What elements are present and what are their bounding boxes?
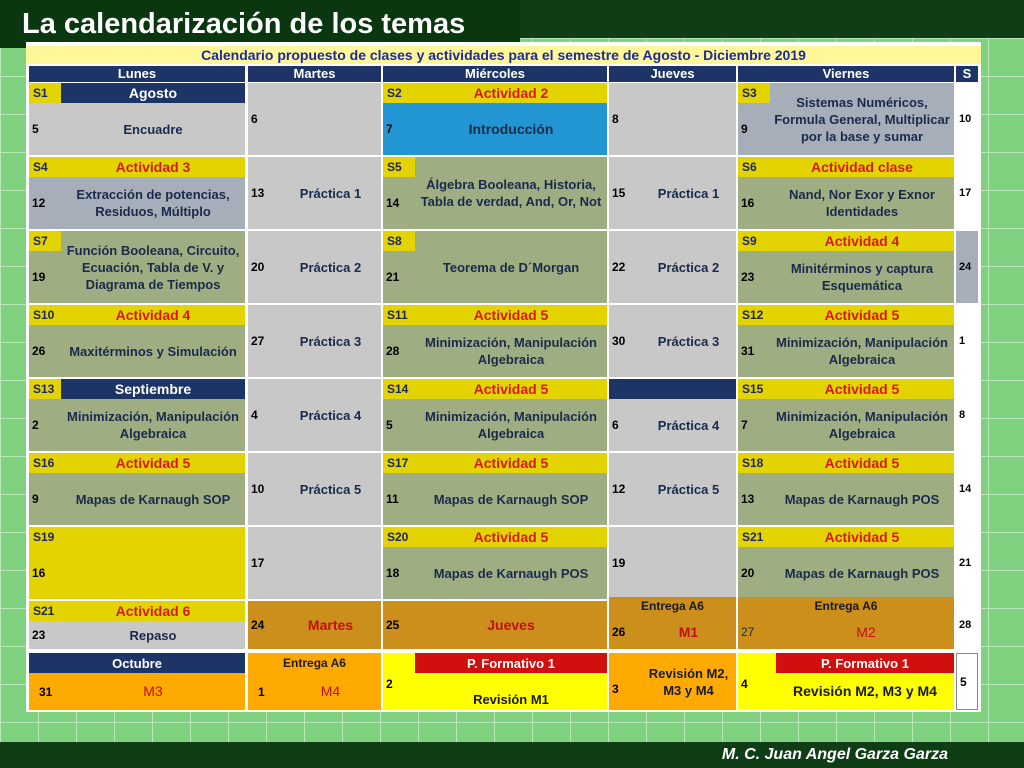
week-label: S13	[29, 379, 61, 399]
practice-label: Práctica 4	[641, 399, 736, 451]
activity-label: Actividad 5	[415, 379, 607, 399]
practice-label: Práctica 2	[641, 231, 736, 303]
day-number: 5	[383, 399, 415, 451]
module-label: M3	[61, 673, 245, 710]
day-label: Martes	[280, 601, 381, 649]
topic: Maxitérminos y Simulación	[61, 325, 245, 377]
day-number: 12	[29, 177, 61, 229]
week-label: S6	[738, 157, 770, 177]
formative-label: P. Formativo 1	[776, 653, 954, 673]
slide-title: La calendarización de los temas	[0, 0, 520, 48]
week-label: S10	[29, 305, 61, 325]
practice-label: Práctica 3	[641, 305, 736, 377]
day-number: 26	[609, 615, 641, 649]
day-number: 26	[29, 325, 61, 377]
practice-label: Práctica 3	[280, 305, 381, 377]
month-band	[609, 379, 736, 399]
topic: Álgebra Booleana, Historia, Tabla de verdad, And, Or, Not	[415, 157, 607, 229]
day-number: 21	[956, 527, 978, 599]
practice-label: Práctica 4	[280, 379, 381, 451]
day-number: 13	[248, 157, 280, 229]
day-number: 17	[248, 527, 381, 599]
module-label: M1	[641, 615, 736, 649]
week-label: S4	[29, 157, 61, 177]
week-label: S1	[29, 83, 61, 103]
day-number: 7	[738, 399, 770, 451]
activity-label: Actividad 5	[770, 527, 954, 547]
day-number: 12	[609, 453, 641, 525]
day-number: 7	[383, 103, 415, 155]
topic: Extracción de potencias, Residuos, Múltiplo	[61, 177, 245, 229]
week-label: S9	[738, 231, 770, 251]
week-label: S8	[383, 231, 415, 251]
practice-label: Práctica 5	[280, 453, 381, 525]
day-number: 20	[248, 231, 280, 303]
day-number: 23	[738, 251, 770, 303]
week-label: S14	[383, 379, 415, 399]
week-label: S5	[383, 157, 415, 177]
activity-label: Actividad 5	[770, 379, 954, 399]
topic: Introducción	[415, 103, 607, 155]
week-label: S2	[383, 83, 415, 103]
day-number: 9	[29, 473, 61, 525]
topic: Nand, Nor Exor y Exnor Identidades	[770, 177, 954, 229]
topic: Mapas de Karnaugh SOP	[415, 473, 607, 525]
topic: Minimización, Manipulación Algebraica	[61, 399, 245, 451]
day-header-sabado: S	[956, 66, 978, 82]
topic: Mapas de Karnaugh POS	[770, 473, 954, 525]
day-number: 6	[609, 399, 641, 451]
day-header-lunes: Lunes	[29, 66, 245, 82]
day-number: 24	[248, 601, 280, 649]
month-label: Agosto	[61, 83, 245, 103]
entrega-label: Entrega A6	[609, 597, 736, 615]
day-number: 1	[956, 305, 978, 377]
day-number: 28	[383, 325, 415, 377]
author-name: M. C. Juan Angel Garza Garza	[721, 746, 948, 763]
review-label: Revisión M1	[415, 673, 607, 710]
entrega-label: Entrega A6	[738, 597, 954, 615]
topic: Minimización, Manipulación Algebraica	[415, 325, 607, 377]
day-label: Jueves	[415, 601, 607, 649]
day-number: 11	[383, 473, 415, 525]
day-number: 19	[609, 527, 736, 599]
activity-label: Actividad 4	[770, 231, 954, 251]
week-label: S20	[383, 527, 415, 547]
day-number: 16	[738, 177, 770, 229]
day-number: 10	[956, 83, 978, 155]
formative-label: P. Formativo 1	[415, 653, 607, 673]
week-label: S21	[29, 601, 61, 621]
week-label: S16	[29, 453, 61, 473]
day-number: 4	[738, 653, 776, 710]
topic: Encuadre	[61, 103, 245, 155]
module-label: M4	[280, 673, 381, 710]
empty-cell	[61, 527, 245, 599]
day-number: 22	[609, 231, 641, 303]
day-header-jueves: Jueves	[609, 66, 736, 82]
day-number: 2	[29, 399, 61, 451]
week-label: S19	[29, 527, 61, 547]
topic: Minimización, Manipulación Algebraica	[770, 399, 954, 451]
topic: Mapas de Karnaugh POS	[770, 547, 954, 599]
week-label: S18	[738, 453, 770, 473]
day-number: 19	[29, 251, 61, 303]
day-number: 30	[609, 305, 641, 377]
week-label: S12	[738, 305, 770, 325]
activity-label: Actividad 4	[61, 305, 245, 325]
topic: Minitérminos y captura Esquemática	[770, 251, 954, 303]
day-number: 16	[29, 547, 61, 599]
day-number: 1	[248, 673, 280, 710]
day-number: 28	[956, 601, 978, 649]
day-number: 20	[738, 547, 770, 599]
day-number: 9	[738, 103, 770, 155]
day-number: 10	[248, 453, 280, 525]
day-number: 31	[29, 673, 61, 710]
day-number: 13	[738, 473, 770, 525]
topic: Minimización, Manipulación Algebraica	[415, 399, 607, 451]
week-label: S15	[738, 379, 770, 399]
activity-label: Actividad 5	[61, 453, 245, 473]
day-number: 23	[29, 621, 61, 649]
day-number: 17	[956, 157, 978, 229]
day-number: 8	[609, 83, 736, 155]
day-header-viernes: Viernes	[738, 66, 954, 82]
topic: Mapas de Karnaugh SOP	[61, 473, 245, 525]
review-label: Revisión M2, M3 y M4	[641, 653, 736, 710]
activity-label: Actividad 5	[415, 527, 607, 547]
day-number: 25	[383, 601, 415, 649]
day-number: 8	[956, 379, 978, 451]
day-number: 5	[29, 103, 61, 155]
day-number: 3	[609, 653, 641, 710]
week-label: S11	[383, 305, 415, 325]
topic: Sistemas Numéricos, Formula General, Multiplicar por la base y sumar	[770, 83, 954, 155]
day-number: 27	[738, 615, 778, 649]
activity-label: Actividad 6	[61, 601, 245, 621]
day-number: 4	[248, 379, 280, 451]
week-label: S17	[383, 453, 415, 473]
practice-label: Práctica 5	[641, 453, 736, 525]
activity-label: Actividad clase	[770, 157, 954, 177]
practice-label: Práctica 2	[280, 231, 381, 303]
day-number: 21	[383, 251, 415, 303]
module-label: M2	[778, 615, 954, 649]
day-header-martes: Martes	[248, 66, 381, 82]
activity-label: Actividad 5	[415, 453, 607, 473]
activity-label: Actividad 2	[415, 83, 607, 103]
day-number: 24	[956, 231, 978, 303]
calendar-table	[26, 42, 981, 712]
day-number: 6	[248, 83, 381, 155]
day-number: 27	[248, 305, 280, 377]
review-label: Revisión M2, M3 y M4	[776, 673, 954, 710]
topic: Repaso	[61, 621, 245, 649]
practice-label: Práctica 1	[641, 157, 736, 229]
topic: Teorema de D´Morgan	[415, 231, 607, 303]
entrega-label: Entrega A6	[248, 653, 381, 673]
calendar-title: Calendario propuesto de clases y actividades para el semestre de Agosto - Diciembre 2019	[26, 46, 981, 64]
activity-label: Actividad 3	[61, 157, 245, 177]
day-number: 14	[383, 177, 415, 229]
practice-label: Práctica 1	[280, 157, 381, 229]
week-label: S7	[29, 231, 61, 251]
activity-label: Actividad 5	[770, 305, 954, 325]
week-label: S3	[738, 83, 770, 103]
day-header-miercoles: Miércoles	[383, 66, 607, 82]
topic: Función Booleana, Circuito, Ecuación, Tabla de V. y Diagrama de Tiempos	[61, 231, 245, 303]
activity-label: Actividad 5	[770, 453, 954, 473]
topic: Minimización, Manipulación Algebraica	[770, 325, 954, 377]
month-label: Octubre	[29, 653, 245, 673]
week-label: S21	[738, 527, 770, 547]
day-number: 2	[383, 653, 415, 710]
day-number: 15	[609, 157, 641, 229]
month-label: Septiembre	[61, 379, 245, 399]
activity-label: Actividad 5	[415, 305, 607, 325]
day-number: 5	[956, 653, 978, 710]
day-number: 31	[738, 325, 770, 377]
topic: Mapas de Karnaugh POS	[415, 547, 607, 599]
day-number: 14	[956, 453, 978, 525]
day-number: 18	[383, 547, 415, 599]
